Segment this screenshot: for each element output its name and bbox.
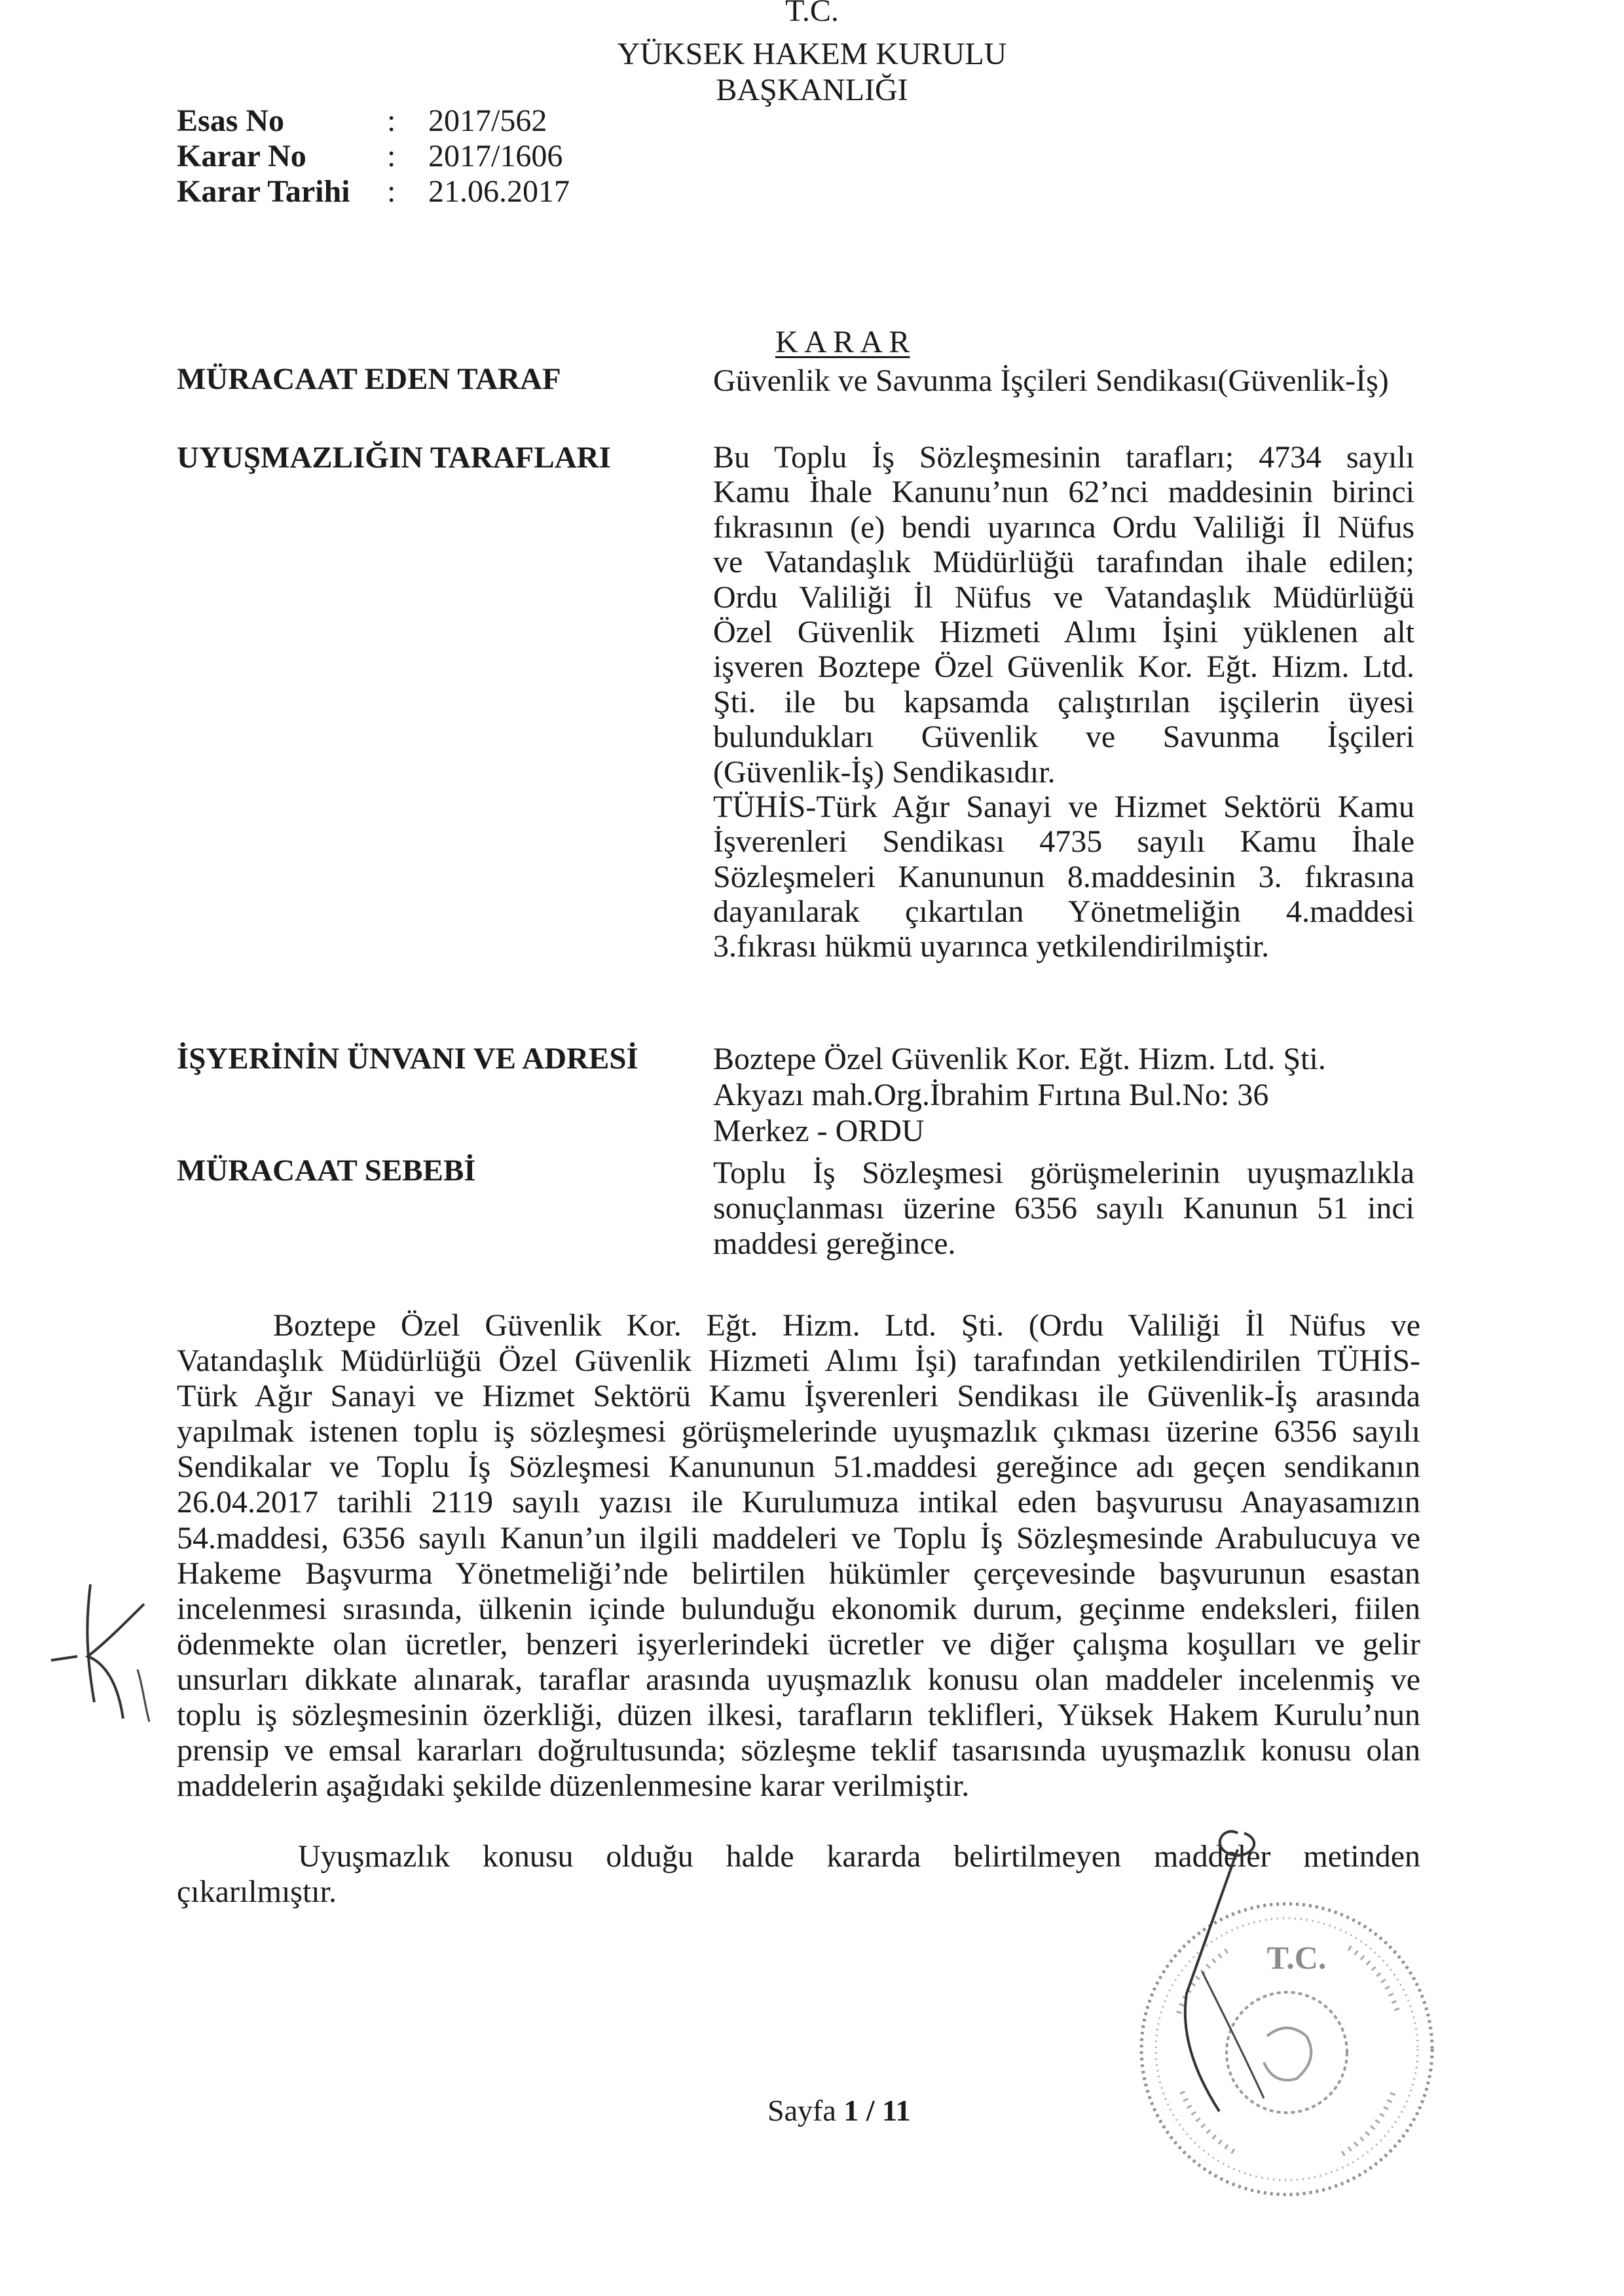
dispute-parties-line: Şti. ile bu kapsamda çalıştırılan işçilerin üyesi bbox=[713, 684, 1414, 720]
applicant-label: MÜRACAAT EDEN TARAF bbox=[177, 362, 561, 396]
initials-dash bbox=[51, 1656, 77, 1660]
body-line: 54.maddesi, 6356 sayılı Kanun’un ilgili maddeleri ve Toplu İş Sözleşmesinde Arabulucuya ve bbox=[177, 1520, 1420, 1556]
body-line: prensip ve emsal kararları doğrultusunda; sözleşme teklif tasarısında uyuşmazlık konusu olan bbox=[177, 1733, 1420, 1768]
dispute-parties-line: Özel Güvenlik Hizmeti Alımı İşini yüklenen alt bbox=[713, 614, 1414, 649]
dispute-parties-line: TÜHİS-Türk Ağır Sanayi ve Hizmet Sektörü Kamu bbox=[713, 789, 1414, 824]
meta-row-decision-date bbox=[177, 174, 766, 210]
dispute-parties-line: bulundukları Güvenlik ve Savunma İşçileri bbox=[713, 720, 1414, 755]
note-line: Uyuşmazlık konusu olduğu halde kararda belirtilmeyen maddeler metinden bbox=[298, 1839, 1420, 1874]
meta-value: 2017/562 bbox=[428, 103, 547, 138]
workplace-address-line: Akyazı mah.Org.İbrahim Fırtına Bul.No: 36 bbox=[713, 1078, 1269, 1112]
body-line: maddelerin aşağıdaki şekilde düzenlenmesine karar verilmiştir. bbox=[177, 1768, 970, 1804]
header-tc: T.C. bbox=[785, 0, 839, 28]
page-label: Sayfa bbox=[767, 2094, 836, 2127]
body-line: Sendikalar ve Toplu İş Sözleşmesi Kanununun 51.maddesi gereğince adı geçen sendikanın bbox=[177, 1449, 1420, 1485]
signature-initials-left bbox=[39, 1571, 170, 1741]
application-reason-label: MÜRACAAT SEBEBİ bbox=[177, 1154, 476, 1188]
body-line: incelenmesi sırasında, ülkenin içinde bulunduğu ekonomik durum, geçinme endeksleri, fiilen bbox=[177, 1591, 1420, 1626]
dispute-parties-line: Bu Toplu İş Sözleşmesinin tarafları; 4734 sayılı bbox=[713, 440, 1414, 475]
signature-stroke bbox=[1202, 1972, 1264, 2098]
dispute-parties-line: İşverenleri Sendikası 4735 sayılı Kamu İhale bbox=[713, 824, 1414, 860]
meta-separator: : bbox=[387, 103, 396, 138]
page-indicator bbox=[767, 2093, 911, 2128]
body-line: Türk Ağır Sanayi ve Hizmet Sektörü Kamu İşverenleri Sendikası ile Güvenlik-İş arasında bbox=[177, 1379, 1420, 1414]
dispute-parties-line: ve Vatandaşlık Müdürlüğü tarafından ihale edilen; bbox=[713, 545, 1414, 580]
application-reason-text bbox=[713, 1156, 1414, 1262]
dispute-parties-line: 3.fıkrası hükmü uyarınca yetkilendirilmiştir. bbox=[713, 929, 1270, 964]
dispute-parties-line: (Güvenlik-İş) Sendikasıdır. bbox=[713, 754, 1056, 790]
dispute-parties-label: UYUŞMAZLIĞIN TARAFLARI bbox=[177, 441, 611, 475]
meta-label: Esas No bbox=[177, 103, 285, 138]
meta-row-case-number bbox=[177, 103, 766, 139]
dispute-parties-line: dayanılarak çıkartılan Yönetmeliğin 4.maddesi bbox=[713, 894, 1414, 930]
meta-value: 21.06.2017 bbox=[428, 174, 570, 209]
note-line: çıkarılmıştır. bbox=[177, 1874, 337, 1909]
header-tc-fragment bbox=[747, 0, 877, 28]
signature-stroke bbox=[1185, 1850, 1238, 2111]
initials-stroke bbox=[87, 1584, 94, 1702]
dispute-parties-line: Ordu Valiliği İl Nüfus ve Vatandaşlık Müdürlüğü bbox=[713, 579, 1414, 615]
institution-title: YÜKSEK HAKEM KURULU bbox=[617, 37, 1007, 71]
dispute-parties-line: fıkrasının (e) bendi uyarınca Ordu Valiliği İl Nüfus bbox=[713, 509, 1414, 545]
initials-stroke bbox=[88, 1604, 144, 1719]
body-line: Vatandaşlık Müdürlüğü Özel Güvenlik Hizmeti Alımı İşi) tarafından yetkilendirilen TÜHİS- bbox=[177, 1343, 1420, 1379]
institution-subtitle: BAŞKANLIĞI bbox=[716, 73, 908, 107]
application-reason-line: Toplu İş Sözleşmesi görüşmelerinin uyuşmazlıkla bbox=[713, 1156, 1414, 1190]
dispute-parties-line: işveren Boztepe Özel Güvenlik Kor. Eğt. Hizm. Ltd. bbox=[713, 649, 1414, 685]
workplace-address bbox=[713, 1041, 1414, 1149]
meta-separator: : bbox=[387, 139, 396, 173]
decision-body-paragraph bbox=[177, 1308, 1420, 1804]
body-line: Hakeme Başvurma Yönetmeliği’nde belirtilen hükümler çerçevesinde başvurunun esastan bbox=[177, 1556, 1420, 1591]
body-line: unsurları dikkate alınarak, taraflar arasında uyuşmazlık konusu olan maddeler incelenmiş ve bbox=[177, 1662, 1420, 1697]
body-line: yapılmak istenen toplu iş sözleşmesi görüşmelerinde uyuşmazlık çıkması üzerine 6356 sayılı bbox=[177, 1414, 1420, 1449]
workplace-label: İŞYERİNİN ÜNVANI VE ADRESİ bbox=[177, 1042, 638, 1076]
meta-label: Karar No bbox=[177, 139, 306, 173]
dispute-parties-line: Sözleşmeleri Kanununun 8.maddesinin 3. fıkrasına bbox=[713, 859, 1414, 894]
dispute-parties-line: Kamu İhale Kanunu’nun 62’nci maddesinin birinci bbox=[713, 475, 1414, 510]
seal-text: T.C. bbox=[1266, 1939, 1327, 1976]
page-number: 1 / 11 bbox=[843, 2094, 911, 2127]
body-line: 26.04.2017 tarihli 2119 sayılı yazısı ile Kurulumuza intikal eden başvurusu Anayasamızın bbox=[177, 1485, 1420, 1520]
meta-label: Karar Tarihi bbox=[177, 174, 350, 209]
applicant-value: Güvenlik ve Savunma İşçileri Sendikası(Güvenlik-İş) bbox=[713, 363, 1389, 398]
signature-scrawl-right bbox=[1139, 1820, 1290, 2121]
workplace-address-line: Boztepe Özel Güvenlik Kor. Eğt. Hizm. Ltd. Şti. bbox=[713, 1042, 1326, 1076]
body-line: toplu iş sözleşmesinin özerkliği, düzen ilkesi, tarafların teklifleri, Yüksek Hakem Kurulu’nun bbox=[177, 1698, 1420, 1733]
decision-heading: K A R A R bbox=[775, 325, 910, 359]
application-reason-line: sonuçlanması üzerine 6356 sayılı Kanunun 51 inci bbox=[713, 1191, 1414, 1226]
meta-separator: : bbox=[387, 174, 396, 209]
body-line: Boztepe Özel Güvenlik Kor. Eğt. Hizm. Ltd. Şti. (Ordu Valiliği İl Nüfus ve bbox=[273, 1308, 1420, 1343]
meta-row-decision-number bbox=[177, 139, 766, 174]
meta-value: 2017/1606 bbox=[428, 139, 563, 173]
workplace-address-line: Merkez - ORDU bbox=[713, 1114, 925, 1148]
dispute-parties-text bbox=[713, 440, 1414, 964]
application-reason-line: maddesi gereğince. bbox=[713, 1226, 956, 1261]
body-line: ödenmekte olan ücretler, benzeri işyerlerindeki ücretler ve diğer çalışma koşulları ve gelir bbox=[177, 1626, 1420, 1662]
initials-stroke bbox=[138, 1669, 149, 1722]
